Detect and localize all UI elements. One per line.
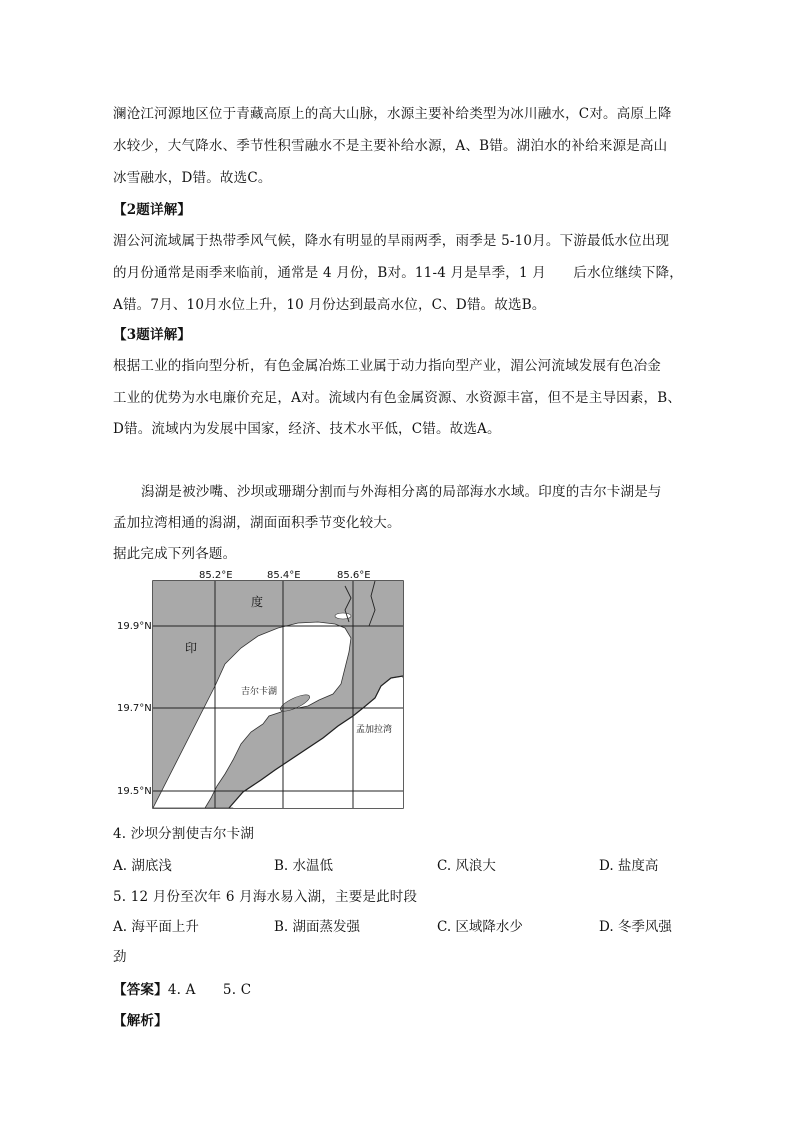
lat-label: 19.5°N bbox=[117, 786, 152, 797]
option-d-continuation: 劲 bbox=[113, 949, 127, 965]
lat-label: 19.7°N bbox=[117, 703, 152, 714]
text-line: 潟湖是被沙嘴、沙坝或珊瑚分割而与外海相分离的局部海水水域。印度的吉尔卡湖是与 bbox=[141, 484, 662, 500]
question-stem: 4. 沙坝分割使吉尔卡湖 bbox=[113, 826, 255, 842]
text-line: 澜沧江河源地区位于青藏高原上的高大山脉，水源主要补给类型为冰川融水，C对。高原上降 bbox=[113, 106, 672, 122]
lon-label: 85.6°E bbox=[337, 570, 371, 581]
question-stem: 5. 12 月份至次年 6 月海水易入湖，主要是此时段 bbox=[113, 889, 418, 905]
text-line: 根据工业的指向型分析，有色金属冶炼工业属于动力指向型产业，湄公河流域发展有色冶金 bbox=[113, 358, 661, 374]
text-line: 工业的优势为水电廉价充足，A对。流域内有色金属资源、水资源丰富，但不是主导因素，B、 bbox=[113, 390, 682, 406]
text-line: 冰雪融水，D错。故选C。 bbox=[113, 170, 272, 186]
answer-label: 【答案】 bbox=[113, 982, 168, 998]
text-line: 水较少，大气降水、季节性积雪融水不是主要补给水源，A、B错。湖泊水的补给来源是高山 bbox=[113, 138, 668, 154]
analysis-heading: 【解析】 bbox=[113, 1013, 168, 1029]
option-c: C. 风浪大 bbox=[437, 858, 496, 874]
lon-label: 85.2°E bbox=[199, 570, 233, 581]
section-heading: 【3题详解】 bbox=[113, 327, 192, 343]
text-line: 的月份通常是雨季来临前，通常是 4 月份，B对。11-4 月是旱季，1 月 后水位继续下降， bbox=[113, 265, 683, 281]
answer-line bbox=[113, 978, 251, 998]
option-d: D. 盐度高 bbox=[599, 858, 659, 874]
section-heading: 【2题详解】 bbox=[113, 202, 192, 218]
text-line: 湄公河流域属于热带季风气候，降水有明显的旱雨两季，雨季是 5-10月。下游最低水位出现 bbox=[113, 233, 670, 249]
land-label: 印 bbox=[185, 641, 198, 655]
lake-label: 吉尔卡湖 bbox=[241, 687, 278, 697]
option-b: B. 湖面蒸发强 bbox=[274, 919, 361, 935]
chilika-lake-map bbox=[113, 566, 413, 816]
lat-label: 19.9°N bbox=[117, 621, 152, 632]
land-label: 度 bbox=[251, 595, 264, 609]
lon-label: 85.4°E bbox=[267, 570, 301, 581]
text-line: 据此完成下列各题。 bbox=[113, 546, 237, 562]
option-b: B. 水温低 bbox=[274, 858, 334, 874]
bay-label: 孟加拉湾 bbox=[356, 725, 393, 735]
option-a: A. 海平面上升 bbox=[113, 919, 199, 935]
option-c: C. 区域降水少 bbox=[437, 919, 523, 935]
option-d: D. 冬季风强 bbox=[599, 919, 672, 935]
answer-text: 4. A 5. C bbox=[167, 982, 252, 998]
option-a: A. 湖底浅 bbox=[113, 858, 172, 874]
text-line: A错。7月、10月水位上升，10 月份达到最高水位，C、D错。故选B。 bbox=[113, 297, 546, 313]
text-line: 孟加拉湾相通的潟湖，湖面面积季节变化较大。 bbox=[113, 515, 401, 531]
text-line: D错。流域内为发展中国家，经济、技术水平低，C错。故选A。 bbox=[113, 421, 501, 437]
river-mouth bbox=[335, 613, 351, 619]
